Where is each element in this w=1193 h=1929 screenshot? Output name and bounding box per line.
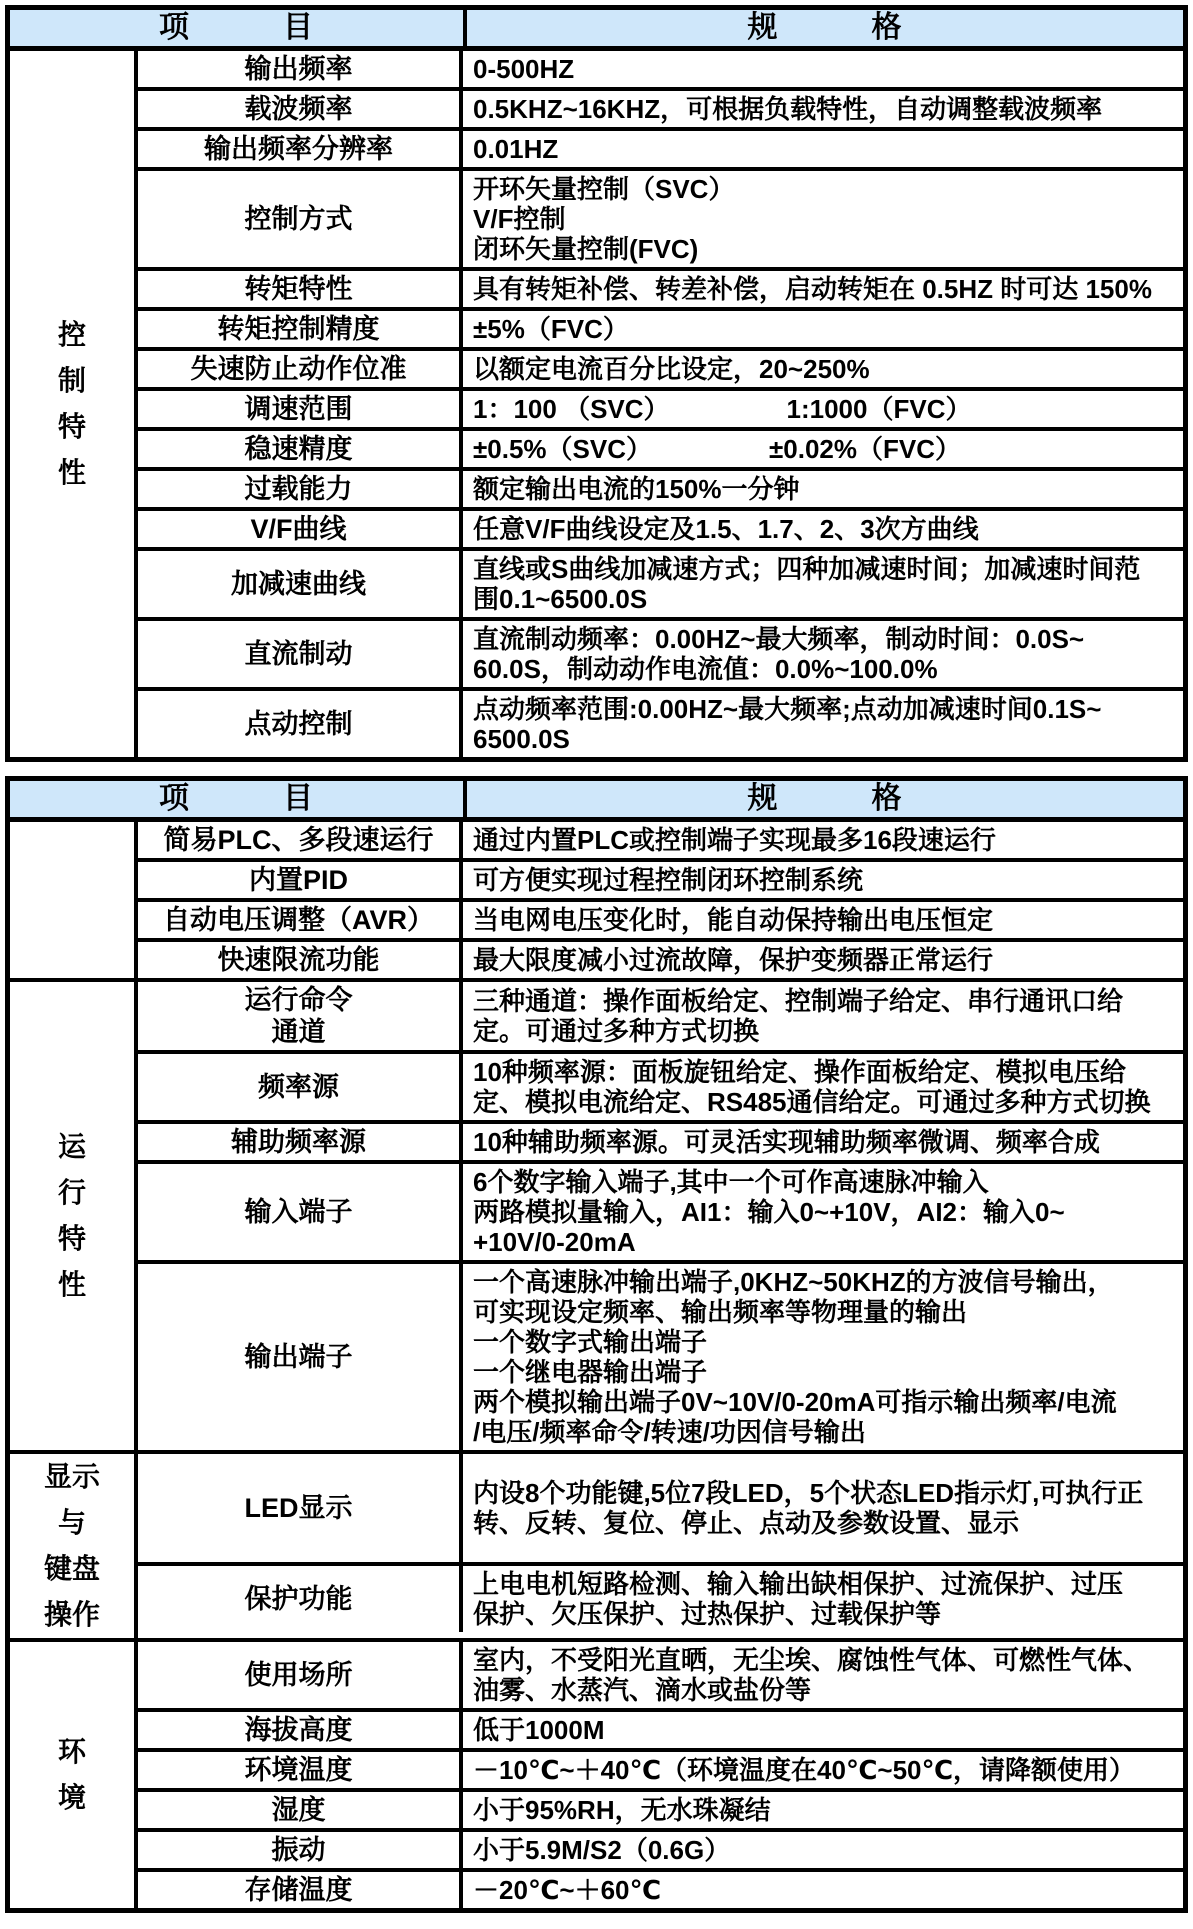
- table-row: [138, 1164, 1183, 1264]
- spec-cell: [463, 902, 1183, 938]
- item-label: 内置PID: [248, 865, 348, 895]
- item-label: 转矩控制精度: [217, 314, 380, 344]
- spec-cell: [463, 1752, 1183, 1788]
- spec-line: 转、反转、复位、停止、点动及参数设置、显示: [473, 1508, 1020, 1538]
- spec-cell: [463, 511, 1183, 547]
- spec-line: 点动频率范围:0.00HZ~最大频率;点动加减速时间0.1S~: [473, 694, 1102, 724]
- spec-cell: [463, 1642, 1183, 1708]
- item-cell: [138, 1124, 463, 1160]
- item-cell: [138, 1054, 463, 1120]
- spec-cell: [463, 431, 1183, 467]
- item-cell: [138, 902, 463, 938]
- spec-line: 直流制动频率：0.00HZ~最大频率，制动时间：0.0S~: [473, 624, 1085, 654]
- table-row: [138, 1054, 1183, 1124]
- item-cell: [138, 1264, 463, 1450]
- item-label: 点动控制: [244, 709, 353, 739]
- table-row: [138, 822, 1183, 862]
- spec-line: 直线或S曲线加减速方式；四种加减速时间；加减速时间范: [473, 554, 1141, 584]
- header-spec-cell: [467, 10, 1183, 46]
- group-label-line: 特: [57, 411, 86, 442]
- spec-line: 当电网电压变化时，能自动保持输出电压恒定: [473, 905, 994, 935]
- item-label: 直流制动: [244, 639, 353, 669]
- table-row: [138, 91, 1183, 131]
- group-label-line: 显示: [43, 1461, 100, 1492]
- spec-cell: [463, 471, 1183, 507]
- item-label: 辅助频率源: [231, 1127, 366, 1157]
- table-row: [138, 311, 1183, 351]
- spec-table: [5, 776, 1188, 1913]
- spec-line: 室内，不受阳光直晒，无尘埃、腐蚀性气体、可燃性气体、: [473, 1645, 1150, 1675]
- table-row: [138, 51, 1183, 91]
- item-cell: [138, 862, 463, 898]
- item-label: 快速限流功能: [217, 945, 380, 975]
- spec-cell: [463, 131, 1183, 167]
- item-cell: [138, 1752, 463, 1788]
- item-cell: [138, 1566, 463, 1632]
- table-row: [138, 351, 1183, 391]
- group-rows: [138, 51, 1183, 757]
- spec-line: 0.5KHZ~16KHZ，可根据负载特性，自动调整载波频率: [473, 94, 1103, 124]
- item-cell: [138, 131, 463, 167]
- row-group: [10, 1454, 1183, 1642]
- group-rows: [138, 982, 1183, 1450]
- spec-line: 三种通道：操作面板给定、控制端子给定、串行通讯口给: [473, 986, 1124, 1016]
- item-label: 存储温度: [244, 1875, 353, 1905]
- spec-line: －20℃~＋60℃: [473, 1875, 661, 1905]
- item-cell: [138, 551, 463, 617]
- spec-cell: [463, 271, 1183, 307]
- item-label: 输入端子: [244, 1197, 353, 1227]
- spec-line: ±0.5%（SVC） ±0.02%（FVC）: [473, 434, 961, 464]
- spec-cell: [463, 1832, 1183, 1868]
- table-row: [138, 1124, 1183, 1164]
- spec-cell: [463, 1872, 1183, 1908]
- table-row: [138, 1712, 1183, 1752]
- spec-line: －10℃~＋40℃（环境温度在40℃~50℃，请降额使用）: [473, 1755, 1135, 1785]
- item-cell: [138, 511, 463, 547]
- row-group: [10, 51, 1183, 757]
- spec-line: 低于1000M: [473, 1715, 605, 1745]
- table-row: [138, 1566, 1183, 1632]
- item-cell: [138, 1164, 463, 1260]
- spec-line: 具有转矩补偿、转差补偿，启动转矩在 0.5HZ 时可达 150%: [473, 274, 1152, 304]
- spec-line: +10V/0-20mA: [473, 1227, 636, 1257]
- group-label-line: 操作: [43, 1599, 100, 1630]
- table-body: [10, 51, 1183, 757]
- item-label: 过载能力: [244, 474, 353, 504]
- row-group: [10, 1642, 1183, 1908]
- table-row: [138, 131, 1183, 171]
- spec-line: /电压/频率命令/转速/功因信号输出: [473, 1417, 866, 1447]
- item-label: 加减速曲线: [231, 569, 366, 599]
- spec-cell: [463, 621, 1183, 687]
- spec-line: 60.0S，制动动作电流值：0.0%~100.0%: [473, 654, 938, 684]
- group-label-line: 环: [57, 1736, 86, 1767]
- item-cell: [138, 431, 463, 467]
- table-row: [138, 171, 1183, 271]
- spec-line: 两个模拟输出端子0V~10V/0-20mA可指示输出频率/电流: [473, 1387, 1117, 1417]
- spec-line: 最大限度减小过流故障，保护变频器正常运行: [473, 945, 994, 975]
- spec-line: 内设8个功能键,5位7段LED，5个状态LED指示灯,可执行正: [473, 1478, 1144, 1508]
- item-label: 振动: [271, 1835, 326, 1865]
- header-spec-label: 规 格: [747, 782, 903, 815]
- group-label: [10, 1642, 138, 1908]
- table-row: [138, 691, 1183, 757]
- spec-cell: [463, 51, 1183, 87]
- spec-cell: [463, 982, 1183, 1050]
- table-header-row: [10, 10, 1183, 51]
- group-label-line: 性: [57, 1269, 86, 1300]
- item-cell: [138, 1832, 463, 1868]
- item-cell: [138, 471, 463, 507]
- spec-line: 以额定电流百分比设定，20~250%: [473, 354, 870, 384]
- spec-line: 0-500HZ: [473, 54, 575, 84]
- item-cell: [138, 391, 463, 427]
- item-cell: [138, 1642, 463, 1708]
- item-label: 频率源: [258, 1072, 339, 1102]
- group-rows: [138, 1454, 1183, 1638]
- item-cell: [138, 691, 463, 757]
- item-label: 简易PLC、多段速运行: [163, 825, 434, 855]
- group-label: [10, 982, 138, 1450]
- spec-cell: [463, 1454, 1183, 1562]
- item-label: 海拔高度: [244, 1715, 353, 1745]
- group-label: [10, 51, 138, 757]
- item-label: 转矩特性: [244, 274, 353, 304]
- table-row: [138, 621, 1183, 691]
- item-cell: [138, 1872, 463, 1908]
- spec-cell: [463, 691, 1183, 757]
- spec-cell: [463, 351, 1183, 387]
- item-label: V/F曲线: [250, 514, 347, 544]
- spec-line: 10种频率源：面板旋钮给定、操作面板给定、模拟电压给: [473, 1057, 1126, 1087]
- spec-cell: [463, 1124, 1183, 1160]
- spec-line: 上电电机短路检测、输入输出缺相保护、过流保护、过压: [473, 1569, 1124, 1599]
- spec-line: 定。可通过多种方式切换: [473, 1016, 760, 1046]
- spec-line: ±5%（FVC）: [473, 314, 629, 344]
- spec-line: 两路模拟量输入，AI1：输入0~+10V，AI2：输入0~: [473, 1197, 1065, 1227]
- item-cell: [138, 942, 463, 978]
- item-cell: [138, 1454, 463, 1562]
- table-row: [138, 551, 1183, 621]
- item-cell: [138, 351, 463, 387]
- item-label: 环境温度: [244, 1755, 353, 1785]
- spec-cell: [463, 1264, 1183, 1450]
- spec-line: 开环矢量控制（SVC）: [473, 174, 735, 204]
- item-cell: [138, 982, 463, 1050]
- table-row: [138, 902, 1183, 942]
- table-row: [138, 982, 1183, 1054]
- spec-cell: [463, 311, 1183, 347]
- table-row: [138, 391, 1183, 431]
- item-label: 通道: [271, 1017, 326, 1047]
- spec-cell: [463, 1054, 1183, 1120]
- spec-table: [5, 5, 1188, 762]
- item-label: 使用场所: [244, 1660, 353, 1690]
- spec-cell: [463, 171, 1183, 267]
- spec-line: 定、模拟电流给定、RS485通信给定。可通过多种方式切换: [473, 1087, 1151, 1117]
- item-label: 保护功能: [244, 1584, 353, 1614]
- spec-line: 10种辅助频率源。可灵活实现辅助频率微调、频率合成: [473, 1127, 1100, 1157]
- group-label-line: 境: [57, 1782, 86, 1813]
- table-row: [138, 431, 1183, 471]
- spec-line: 闭环矢量控制(FVC): [473, 234, 699, 264]
- spec-line: 可方便实现过程控制闭环控制系统: [473, 865, 864, 895]
- table-row: [138, 1832, 1183, 1872]
- group-rows: [138, 1642, 1183, 1908]
- table-row: [138, 511, 1183, 551]
- item-label: 失速防止动作位准: [190, 354, 407, 384]
- spec-cell: [463, 1792, 1183, 1828]
- header-item-label: 项 目: [159, 782, 314, 815]
- row-group: [10, 982, 1183, 1454]
- table-row: [138, 1792, 1183, 1832]
- item-label: 控制方式: [244, 204, 353, 234]
- spec-cell: [463, 1566, 1183, 1632]
- table-header-row: [10, 781, 1183, 822]
- group-rows: [138, 822, 1183, 978]
- spec-cell: [463, 551, 1183, 617]
- spec-line: 一个高速脉冲输出端子,0KHZ~50KHZ的方波信号输出，: [473, 1267, 1114, 1297]
- group-label: [10, 822, 138, 978]
- header-item-cell: [10, 781, 467, 817]
- item-label: 湿度: [271, 1795, 326, 1825]
- item-label: 自动电压调整（AVR）: [162, 905, 434, 935]
- table-row: [138, 471, 1183, 511]
- item-label: LED显示: [244, 1493, 353, 1523]
- table-row: [138, 1642, 1183, 1712]
- table-row: [138, 1264, 1183, 1450]
- spec-cell: [463, 1712, 1183, 1748]
- item-cell: [138, 311, 463, 347]
- item-cell: [138, 1792, 463, 1828]
- table-row: [138, 1752, 1183, 1792]
- item-cell: [138, 91, 463, 127]
- group-label-line: 控: [57, 319, 86, 350]
- item-label: 输出频率分辨率: [204, 134, 393, 164]
- item-cell: [138, 621, 463, 687]
- group-label-line: 特: [57, 1223, 86, 1254]
- spec-cell: [463, 942, 1183, 978]
- item-cell: [138, 171, 463, 267]
- item-label: 调速范围: [244, 394, 353, 424]
- header-spec-cell: [467, 781, 1183, 817]
- spec-line: 围0.1~6500.0S: [473, 584, 648, 614]
- group-label-line: 运: [57, 1131, 86, 1162]
- item-cell: [138, 1712, 463, 1748]
- table-row: [138, 271, 1183, 311]
- table-row: [138, 862, 1183, 902]
- spec-line: 0.01HZ: [473, 134, 559, 164]
- spec-line: 6个数字输入端子,其中一个可作高速脉冲输入: [473, 1167, 989, 1197]
- spec-cell: [463, 822, 1183, 858]
- spec-line: 保护、欠压保护、过热保护、过载保护等: [473, 1599, 942, 1629]
- spec-cell: [463, 391, 1183, 427]
- row-group: [10, 822, 1183, 982]
- item-label: 运行命令: [244, 985, 353, 1015]
- table-row: [138, 942, 1183, 978]
- table-row: [138, 1872, 1183, 1908]
- spec-line: 小于5.9M/S2（0.6G）: [473, 1835, 731, 1865]
- spec-line: 一个数字式输出端子: [473, 1327, 708, 1357]
- item-label: 输出端子: [244, 1342, 353, 1372]
- group-label-line: 制: [57, 365, 86, 396]
- spec-line: 通过内置PLC或控制端子实现最多16段速运行: [473, 825, 996, 855]
- spec-line: 油雾、水蒸汽、滴水或盐份等: [473, 1675, 812, 1705]
- item-cell: [138, 51, 463, 87]
- group-label-line: 性: [57, 457, 86, 488]
- item-cell: [138, 822, 463, 858]
- item-label: 稳速精度: [244, 434, 353, 464]
- header-item-label: 项 目: [159, 11, 314, 44]
- spec-line: 小于95%RH，无水珠凝结: [473, 1795, 771, 1825]
- table-body: [10, 822, 1183, 1908]
- group-label-line: 行: [57, 1177, 86, 1208]
- spec-cell: [463, 91, 1183, 127]
- group-label-line: 键盘: [43, 1553, 100, 1584]
- item-label: 载波频率: [244, 94, 353, 124]
- spec-line: 任意V/F曲线设定及1.5、1.7、2、3次方曲线: [473, 514, 979, 544]
- spec-line: V/F控制: [473, 204, 566, 234]
- header-spec-label: 规 格: [747, 11, 903, 44]
- item-cell: [138, 271, 463, 307]
- group-label: [10, 1454, 138, 1638]
- table-row: [138, 1454, 1183, 1566]
- spec-line: 额定输出电流的150%一分钟: [473, 474, 800, 504]
- spec-line: 一个继电器输出端子: [473, 1357, 708, 1387]
- spec-cell: [463, 1164, 1183, 1260]
- spec-cell: [463, 862, 1183, 898]
- item-label: 输出频率: [244, 54, 353, 84]
- spec-line: 6500.0S: [473, 724, 570, 754]
- group-label-line: 与: [57, 1507, 86, 1538]
- spec-line: 可实现设定频率、输出频率等物理量的输出: [473, 1297, 968, 1327]
- header-item-cell: [10, 10, 467, 46]
- spec-line: 1：100 （SVC） 1:1000（FVC）: [473, 394, 972, 424]
